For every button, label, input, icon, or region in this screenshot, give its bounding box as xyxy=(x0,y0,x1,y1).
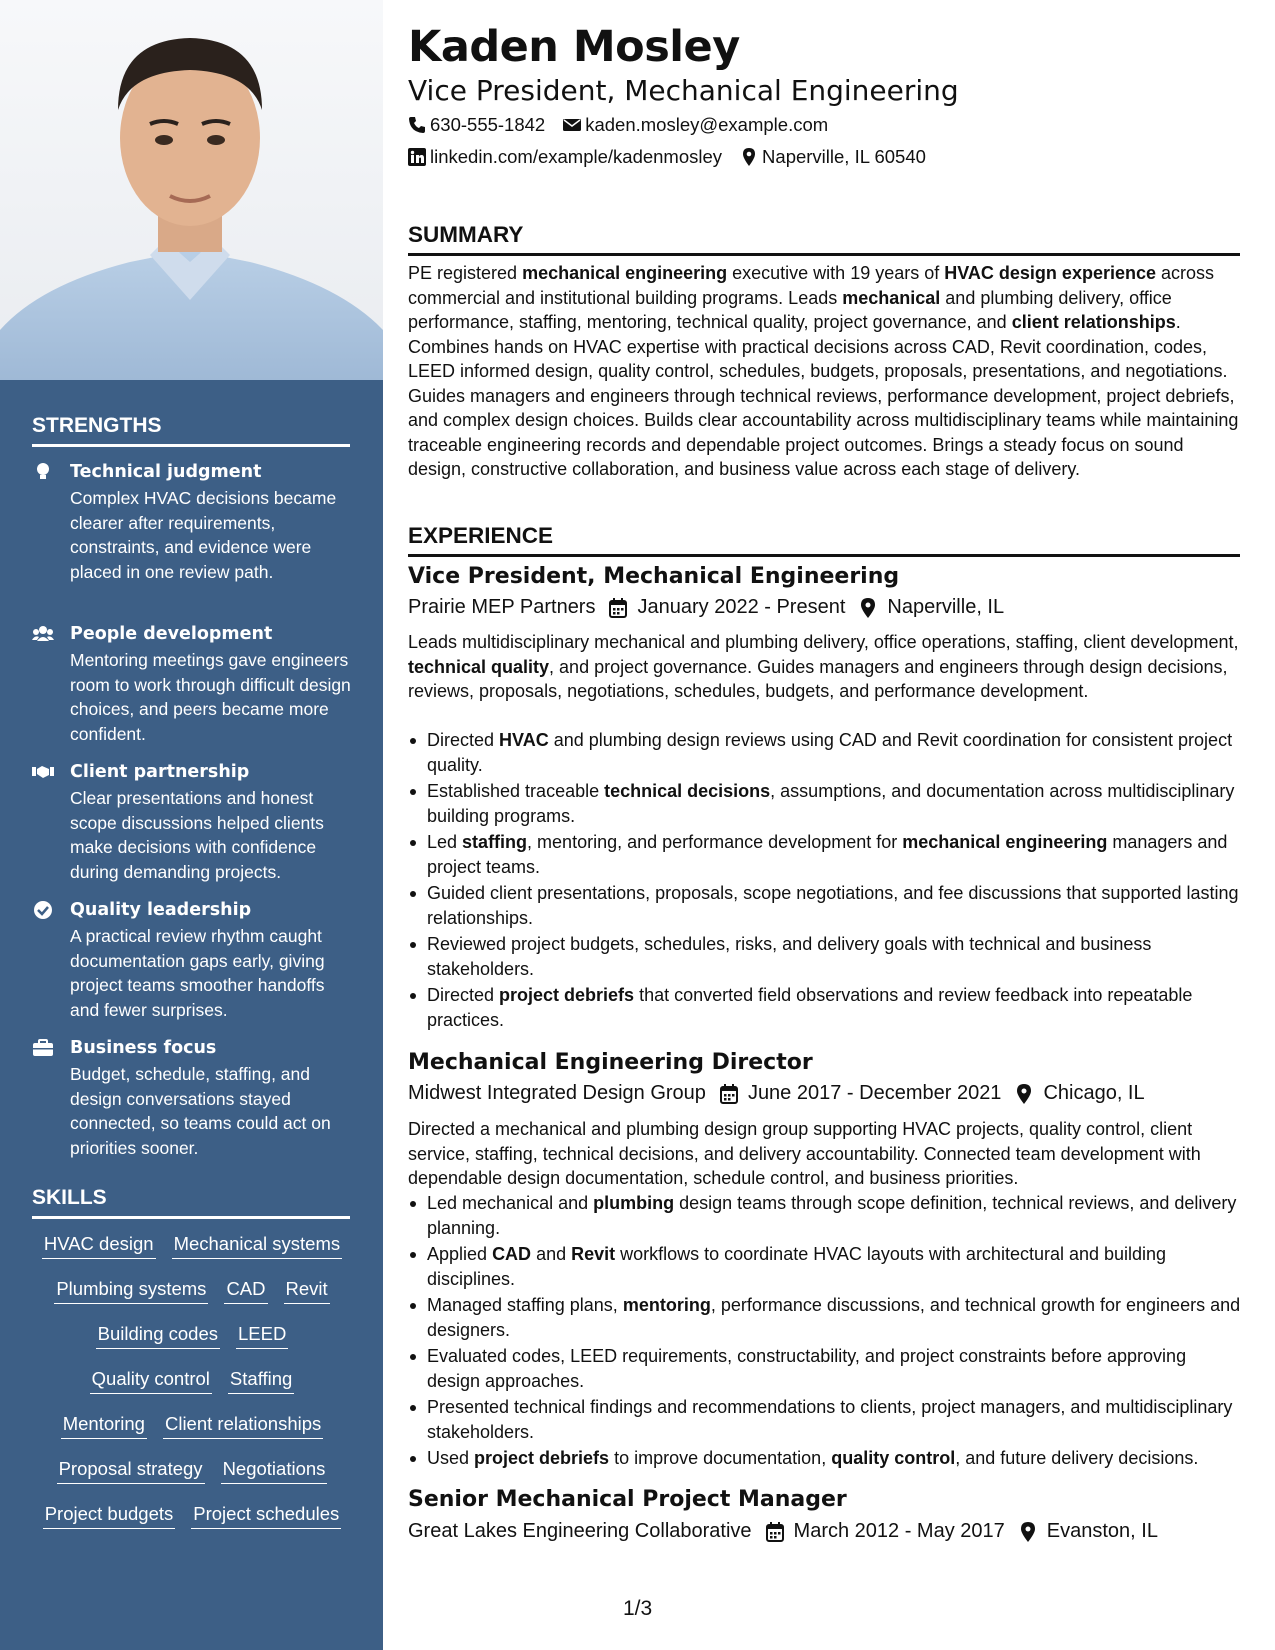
strength-title: Technical judgment xyxy=(70,462,262,482)
profile-photo xyxy=(0,0,383,380)
skill-tag: Negotiations xyxy=(221,1457,328,1484)
job-dates: January 2022 - Present xyxy=(637,596,846,618)
phone-item xyxy=(408,114,545,136)
summary-heading: SUMMARY xyxy=(408,222,1240,256)
strength-desc: A practical review rhythm caught documentation gaps early, giving project teams smoother handoffs and fewer surprises. xyxy=(70,926,325,1020)
job-title: Vice President, Mechanical Engineering xyxy=(408,564,900,589)
skill-tag: CAD xyxy=(224,1277,267,1304)
strength-desc: Complex HVAC decisions became clearer after requirements, constraints, and evidence were placed in one review path. xyxy=(70,488,337,582)
bullet-item: Reviewed project budgets, schedules, risks, and delivery goals with technical and business stakeholders. xyxy=(408,932,1244,981)
bullet-item: Guided client presentations, proposals, scope negotiations, and fee discussions that supported lasting relationships. xyxy=(408,881,1244,930)
skill-tag: Plumbing systems xyxy=(54,1277,208,1304)
phone-icon xyxy=(408,116,426,134)
handshake-icon xyxy=(32,762,54,782)
job-company: Midwest Integrated Design Group xyxy=(408,1082,706,1104)
calendar-icon xyxy=(766,1522,784,1542)
skill-tag: Building codes xyxy=(96,1322,220,1349)
skill-tag: HVAC design xyxy=(42,1232,156,1259)
skill-tag: LEED xyxy=(236,1322,288,1349)
bullet-item: Led staffing, mentoring, and performance development for mechanical engineering managers and project teams. xyxy=(408,830,1244,879)
bullet-item: Presented technical findings and recommendations to clients, project managers, and multidisciplinary stakeholders. xyxy=(408,1395,1244,1444)
job-bullets xyxy=(408,1191,1244,1473)
lightbulb-icon xyxy=(32,462,54,482)
strength-desc: Budget, schedule, staffing, and design conversations stayed connected, so teams could act on priorities sooner. xyxy=(70,1064,331,1158)
map-pin-icon xyxy=(1015,1084,1033,1104)
skills-heading: SKILLS xyxy=(32,1186,350,1219)
check-circle-icon xyxy=(32,900,54,920)
job-dates: March 2012 - May 2017 xyxy=(793,1520,1005,1542)
bullet-item: Led mechanical and plumbing design teams through scope definition, technical reviews, and delivery planning. xyxy=(408,1191,1244,1240)
summary-text: PE registered mechanical engineering executive with 19 years of HVAC design experience across commercial and institutional building programs. Leads mechanical and plumbing delivery, office performance, staffing, mentoring, technical quality, project governance, and client relationships. Combines hands on HVAC expertise with practical decisions across CAD, Revit coordination, codes, LEED informed design, quality control, schedules, budgets, proposals, presentations, and negotiations. Guides managers and engineers through technical reviews, performance development, project debriefs, and complex design choices. Builds clear accountability across multidisciplinary teams while maintaining traceable engineering records and dependable project outcomes. Brings a steady focus on sound design, constructive collaboration, and business value across each stage of delivery. xyxy=(408,263,1239,479)
skill-row xyxy=(32,1277,352,1322)
map-pin-icon xyxy=(740,148,758,166)
job-location: Evanston, IL xyxy=(1046,1520,1158,1542)
job-title: Senior Mechanical Project Manager xyxy=(408,1487,847,1512)
phone-text: 630-555-1842 xyxy=(430,114,546,135)
skill-tag: Project budgets xyxy=(43,1502,176,1529)
users-icon xyxy=(32,624,54,644)
bullet-item: Directed project debriefs that converted field observations and review feedback into repeatable practices. xyxy=(408,983,1244,1032)
briefcase-icon xyxy=(32,1038,54,1058)
job-location: Chicago, IL xyxy=(1043,1082,1145,1104)
candidate-title: Vice President, Mechanical Engineering xyxy=(408,74,959,107)
skill-row xyxy=(32,1457,352,1502)
bullet-item: Used project debriefs to improve documentation, quality control, and future delivery decisions. xyxy=(408,1446,1244,1471)
linkedin-icon xyxy=(408,148,426,166)
job-bullets xyxy=(408,728,1244,1034)
map-pin-icon xyxy=(859,598,877,618)
skills-list xyxy=(32,1232,352,1547)
skill-tag: Proposal strategy xyxy=(57,1457,205,1484)
job-meta xyxy=(408,596,1004,619)
skill-tag: Mentoring xyxy=(61,1412,147,1439)
contact-row xyxy=(408,114,846,136)
strength-title: People development xyxy=(70,624,273,644)
bullet-item: Established traceable technical decisions, assumptions, and documentation across multidisciplinary building programs. xyxy=(408,779,1244,828)
map-pin-icon xyxy=(1019,1522,1037,1542)
job-company: Prairie MEP Partners xyxy=(408,596,596,618)
skill-tag: Mechanical systems xyxy=(172,1232,343,1259)
job-dates: June 2017 - December 2021 xyxy=(747,1082,1002,1104)
linkedin-link[interactable]: linkedin.com/example/kadenmosley xyxy=(430,146,723,167)
email-link[interactable]: kaden.mosley@example.com xyxy=(585,114,829,135)
job-title: Mechanical Engineering Director xyxy=(408,1050,813,1075)
linkedin-item[interactable] xyxy=(408,146,722,168)
skill-row xyxy=(32,1502,352,1547)
job-location: Naperville, IL xyxy=(887,596,1005,618)
skill-row xyxy=(32,1232,352,1277)
contact-row xyxy=(408,146,944,168)
envelope-icon xyxy=(563,116,581,134)
strength-desc: Mentoring meetings gave engineers room to work through difficult design choices, and peers became more confident. xyxy=(70,650,351,744)
job-description: Leads multidisciplinary mechanical and plumbing delivery, office operations, staffing, client development, technical quality, and project governance. Guides managers and engineers through design decisions, reviews, proposals, negotiations, schedules, budgets, and performance development. xyxy=(408,632,1239,701)
bullet-item: Applied CAD and Revit workflows to coordinate HVAC layouts with architectural and building disciplines. xyxy=(408,1242,1244,1291)
skill-tag: Quality control xyxy=(90,1367,212,1394)
location-text: Naperville, IL 60540 xyxy=(762,146,926,167)
strength-title: Client partnership xyxy=(70,762,250,782)
skill-row xyxy=(32,1412,352,1457)
bullet-item: Evaluated codes, LEED requirements, constructability, and project constraints before approving design approaches. xyxy=(408,1344,1244,1393)
skill-row xyxy=(32,1367,352,1412)
strength-title: Quality leadership xyxy=(70,900,252,920)
strengths-heading: STRENGTHS xyxy=(32,414,350,447)
strength-desc: Clear presentations and honest scope discussions helped clients make decisions with confidence during demanding projects. xyxy=(70,788,324,882)
calendar-icon xyxy=(720,1084,738,1104)
skill-tag: Project schedules xyxy=(191,1502,341,1529)
job-meta xyxy=(408,1520,1158,1543)
calendar-icon xyxy=(609,598,627,618)
bullet-item: Directed HVAC and plumbing design reviews using CAD and Revit coordination for consistent project quality. xyxy=(408,728,1244,777)
sidebar xyxy=(0,0,383,1650)
job-meta xyxy=(408,1082,1145,1105)
bullet-item: Managed staffing plans, mentoring, performance discussions, and technical growth for engineers and designers. xyxy=(408,1293,1244,1342)
page-number: 1/3 xyxy=(623,1597,653,1620)
candidate-name: Kaden Mosley xyxy=(408,22,740,72)
skill-tag: Client relationships xyxy=(163,1412,323,1439)
job-description: Directed a mechanical and plumbing design group supporting HVAC projects, quality control, client service, staffing, technical decisions, and delivery accountability. Connected team development with dependable design documentation, schedule control, and business priorities. xyxy=(408,1119,1201,1188)
experience-heading: EXPERIENCE xyxy=(408,523,1240,557)
email-item[interactable] xyxy=(563,114,828,136)
skill-tag: Staffing xyxy=(228,1367,294,1394)
job-company: Great Lakes Engineering Collaborative xyxy=(408,1520,752,1542)
strength-title: Business focus xyxy=(70,1038,217,1058)
location-item xyxy=(740,146,926,168)
skill-row xyxy=(32,1322,352,1367)
skill-tag: Revit xyxy=(284,1277,330,1304)
